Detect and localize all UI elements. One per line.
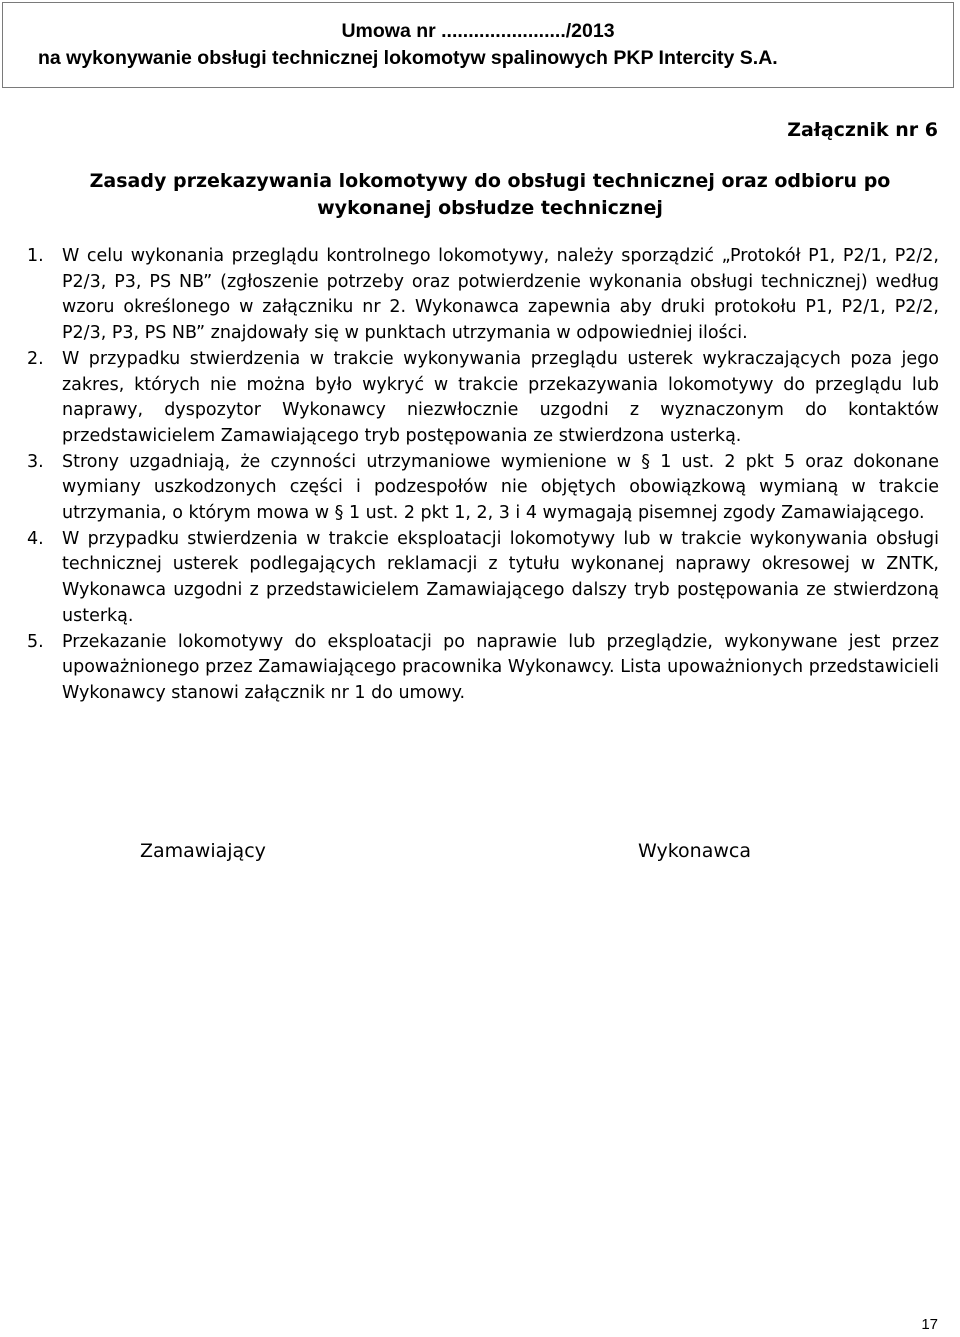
list-item [27,244,939,347]
list-item [27,527,939,630]
list-item-text: Strony uzgadniają, że czynności utrzymaniowe wymienione w § 1 ust. 2 pkt 5 oraz dokonane wymiany uszkodzonych części i podzespołów nie objętych obowiązkową wymianą w trakcie utrzymania, o którym mowa w § 1 ust. 2 pkt 1, 2, 3 i 4 wymagają pisemnej zgody Zamawiającego. [62,451,939,524]
contract-number-line: Umowa nr ......................./2013 [341,20,615,42]
list-item-number: 3. [27,451,44,472]
list-item-number: 2. [27,348,44,369]
numbered-list [27,244,939,707]
page-number: 17 [921,1316,938,1333]
document-title: Zasady przekazywania lokomotywy do obsługi technicznej oraz odbioru po wykonanej obsłudze technicznej [89,170,891,219]
list-item-text: Przekazanie lokomotywy do eksploatacji po naprawie lub przeglądzie, wykonywane jest przez upoważnionego przez Zamawiającego pracownika Wykonawcy. Lista upoważnionych przedstawicieli Wykonawcy stanowi załącznik nr 1 do umowy. [62,631,939,703]
list-item-text: W przypadku stwierdzenia w trakcie wykonywania przeglądu usterek wykraczających poza jego zakres, których nie można było wykryć w trakcie przekazywania lokomotywy do przeglądu lub naprawy, dyspozytor Wykonawcy niezwłocznie uzgodni z wyznaczonym do kontaktów przedstawicielem Zamawiającego tryb postępowania ze stwierdzona usterką. [62,348,939,446]
list-item [27,347,939,450]
list-item [27,630,939,707]
list-item-number: 5. [27,631,44,652]
list-item-text: W celu wykonania przeglądu kontrolnego lokomotywy, należy sporządzić „Protokół P1, P2/1, P2/2, P2/3, P3, PS NB” (zgłoszenie potrzeby oraz potwierdzenie wykonania obsługi technicznej) według wzoru określonego w załączniku nr 2. Wykonawca zapewnia aby druki protokołu P1, P2/1, P2/2, P2/3, P3, PS NB” znajdowały się w punktach utrzymania w odpowiedniej ilości. [62,246,939,344]
list-item-text: W przypadku stwierdzenia w trakcie eksploatacji lokomotywy lub w trakcie wykonywania obsługi technicznej usterek podlegających reklamacji z tytułu wykonanej naprawy okresowej w ZNTK, Wykonawca uzgodni z przedstawicielem Zamawiającego dalszy tryb postępowania ze stwierdzoną usterką. [62,528,939,626]
document-header [2,2,954,88]
list-item-number: 1. [27,246,44,266]
contract-subject-line: na wykonywanie obsługi technicznej lokomotyw spalinowych PKP Intercity S.A. [38,47,778,69]
signature-contractor: Wykonawca [638,840,751,862]
signature-client: Zamawiający [140,840,266,862]
annex-label: Załącznik nr 6 [787,119,938,141]
list-item-number: 4. [27,528,44,549]
list-item [27,450,939,527]
